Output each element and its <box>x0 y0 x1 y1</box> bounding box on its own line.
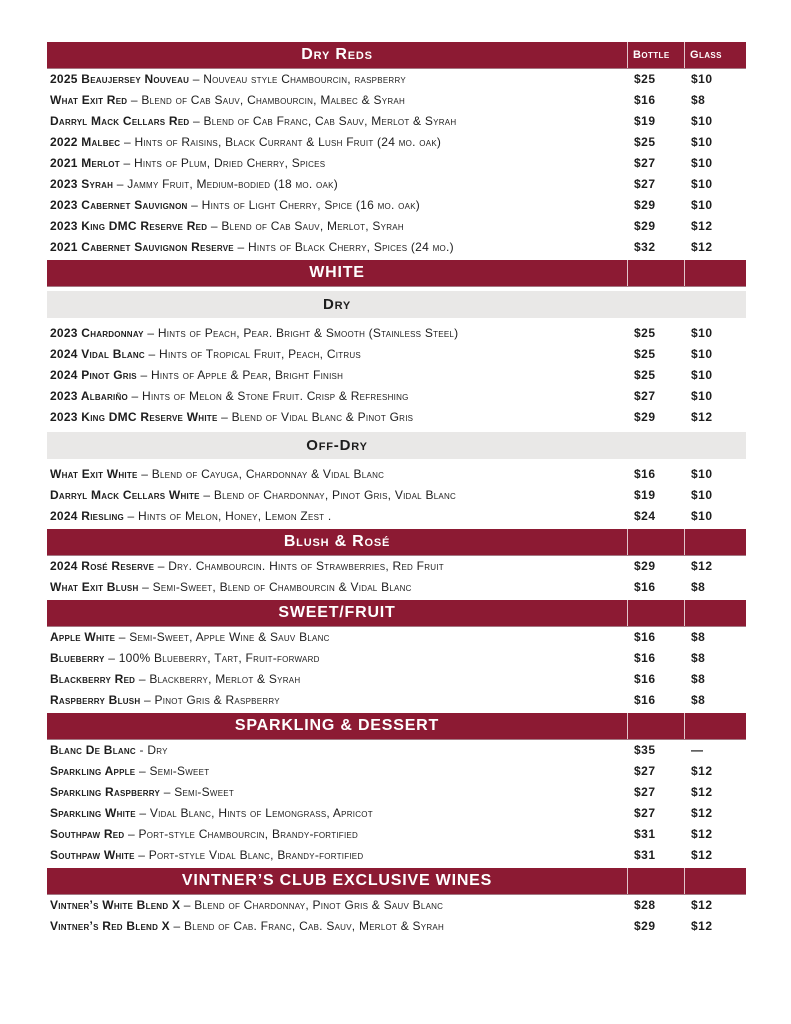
wine-row <box>47 555 746 576</box>
bottle-price: $27 <box>634 805 656 820</box>
bottle-price: $25 <box>634 71 656 86</box>
wine-name: 2024 Riesling <box>50 508 124 523</box>
section-title: Dry Reds <box>301 46 373 63</box>
wine-name: 2025 Beaujersey Nouveau <box>50 71 190 86</box>
wine-name-cell <box>47 848 627 862</box>
bottle-price: $16 <box>634 671 656 686</box>
wine-description: – Blend of Vidal Blanc & Pinot Gris <box>221 409 414 424</box>
wine-name-cell <box>47 630 627 644</box>
glass-price: $8 <box>691 92 706 107</box>
wine-row <box>47 173 746 194</box>
wine-description: – Vidal Blanc, Hints of Lemongrass, Apricot <box>139 805 373 820</box>
wine-name-cell <box>47 898 627 912</box>
wine-name-cell <box>47 919 627 933</box>
section-band <box>47 868 746 894</box>
wine-name-cell <box>47 93 627 107</box>
wine-name: Blackberry Red <box>50 671 136 686</box>
wine-row <box>47 844 746 865</box>
wine-name-cell <box>47 135 627 149</box>
column-header-bottle <box>627 529 684 555</box>
wine-name: Vintner’s White Blend X <box>50 897 181 912</box>
wine-name: 2023 Chardonnay <box>50 325 144 340</box>
bottle-price: $31 <box>634 826 656 841</box>
wine-name-cell <box>47 580 627 594</box>
glass-price: $8 <box>691 671 706 686</box>
glass-price: $8 <box>691 692 706 707</box>
bottle-price: $29 <box>634 409 656 424</box>
bottle-price: $27 <box>634 176 656 191</box>
wine-description: – Blend of Cab. Franc, Cab. Sauv, Merlot & Syrah <box>173 918 445 933</box>
glass-price: $10 <box>691 155 713 170</box>
glass-price: $8 <box>691 650 706 665</box>
column-header-glass <box>684 600 746 626</box>
wine-name-cell <box>47 672 627 686</box>
bottle-price: $25 <box>634 325 656 340</box>
bottle-price: $27 <box>634 388 656 403</box>
bottle-price: $25 <box>634 134 656 149</box>
wine-name: 2022 Malbec <box>50 134 121 149</box>
bottle-price: $29 <box>634 218 656 233</box>
wine-name: 2021 Cabernet Sauvignon Reserve <box>50 239 234 254</box>
wine-name: Apple White <box>50 629 116 644</box>
wine-row <box>47 894 746 915</box>
column-header-bottle <box>627 713 684 739</box>
wine-description: – Blend of Chardonnay, Pinot Gris & Sauv Blanc <box>183 897 444 912</box>
wine-row <box>47 505 746 526</box>
glass-price: $12 <box>691 558 713 573</box>
glass-price: $8 <box>691 579 706 594</box>
bottle-price: $16 <box>634 579 656 594</box>
wine-description: – Hints of Black Cherry, Spices (24 mo.) <box>237 239 454 254</box>
subsection-title: Dry <box>322 296 352 313</box>
wine-description: – Nouveau style Chambourcin, raspberry <box>192 71 406 86</box>
bottle-price: $16 <box>634 92 656 107</box>
wine-description: – Dry. Chambourcin. Hints of Strawberries, Red Fruit <box>157 558 444 573</box>
glass-price: $10 <box>691 487 713 502</box>
wine-name: Sparkling Apple <box>50 763 136 778</box>
bottle-price: $27 <box>634 763 656 778</box>
section-band <box>47 600 746 626</box>
wine-row <box>47 152 746 173</box>
glass-price: $12 <box>691 218 713 233</box>
section-band <box>47 713 746 739</box>
bottle-price: $16 <box>634 466 656 481</box>
bottle-price: $24 <box>634 508 656 523</box>
wine-name: What Exit Red <box>50 92 128 107</box>
wine-description: – Jammy Fruit, Medium-bodied (18 mo. oak) <box>116 176 338 191</box>
wine-name-cell <box>47 326 627 340</box>
wine-name: Sparkling Raspberry <box>50 784 161 799</box>
glass-price: $12 <box>691 847 713 862</box>
bottle-price: $16 <box>634 629 656 644</box>
section-title: SWEET/FRUIT <box>278 604 396 621</box>
wine-name-cell <box>47 785 627 799</box>
wine-description: – Hints of Apple & Pear, Bright Finish <box>140 367 344 382</box>
wine-name: 2021 Merlot <box>50 155 120 170</box>
wine-name: Darryl Mack Cellars White <box>50 487 200 502</box>
wine-description: – Semi-Sweet <box>138 763 210 778</box>
glass-price: $12 <box>691 409 713 424</box>
wine-row <box>47 406 746 427</box>
wine-row <box>47 915 746 936</box>
wine-name: Southpaw Red <box>50 826 125 841</box>
column-header-bottle: Bottle <box>627 42 684 68</box>
glass-price: $8 <box>691 629 706 644</box>
glass-price: $10 <box>691 388 713 403</box>
wine-name-cell <box>47 368 627 382</box>
glass-price: $10 <box>691 367 713 382</box>
wine-row <box>47 576 746 597</box>
wine-name-cell <box>47 240 627 254</box>
wine-name-cell <box>47 114 627 128</box>
wine-name-cell <box>47 156 627 170</box>
wine-name: 2023 Albariño <box>50 388 128 403</box>
wine-description: – Blend of Cayuga, Chardonnay & Vidal Blanc <box>141 466 385 481</box>
glass-price: $12 <box>691 826 713 841</box>
wine-row <box>47 89 746 110</box>
bottle-price: $32 <box>634 239 656 254</box>
glass-price: — <box>691 742 704 757</box>
glass-price: $10 <box>691 71 713 86</box>
subsection-band <box>47 432 746 459</box>
wine-row <box>47 823 746 844</box>
wine-name: 2024 Vidal Blanc <box>50 346 145 361</box>
wine-name-cell <box>47 347 627 361</box>
wine-name-cell <box>47 389 627 403</box>
wine-row <box>47 647 746 668</box>
wine-row <box>47 110 746 131</box>
wine-row <box>47 131 746 152</box>
wine-name: 2023 King DMC Reserve Red <box>50 218 208 233</box>
wine-name: What Exit Blush <box>50 579 139 594</box>
bottle-price: $28 <box>634 897 656 912</box>
wine-name: Southpaw White <box>50 847 135 862</box>
wine-name: Darryl Mack Cellars Red <box>50 113 190 128</box>
wine-name-cell <box>47 743 627 757</box>
glass-price: $10 <box>691 466 713 481</box>
wine-row <box>47 760 746 781</box>
section-band <box>47 42 746 68</box>
glass-price: $10 <box>691 176 713 191</box>
glass-price: $10 <box>691 325 713 340</box>
glass-price: $12 <box>691 918 713 933</box>
wine-description: – Hints of Melon & Stone Fruit. Crisp & Refreshing <box>131 388 409 403</box>
glass-price: $12 <box>691 897 713 912</box>
wine-row <box>47 781 746 802</box>
wine-row <box>47 364 746 385</box>
wine-row <box>47 385 746 406</box>
glass-price: $10 <box>691 134 713 149</box>
bottle-price: $19 <box>634 113 656 128</box>
wine-name: 2024 Pinot Gris <box>50 367 137 382</box>
wine-description: – Hints of Tropical Fruit, Peach, Citrus <box>148 346 361 361</box>
wine-name-cell <box>47 651 627 665</box>
glass-price: $10 <box>691 113 713 128</box>
wine-description: - Dry <box>139 742 168 757</box>
wine-name-cell <box>47 410 627 424</box>
wine-name-cell <box>47 219 627 233</box>
wine-description: – Port-style Chambourcin, Brandy-fortified <box>128 826 359 841</box>
column-header-glass <box>684 529 746 555</box>
bottle-price: $25 <box>634 367 656 382</box>
column-header-bottle <box>627 600 684 626</box>
wine-row <box>47 322 746 343</box>
wine-name-cell <box>47 509 627 523</box>
section-title: SPARKLING & DESSERT <box>234 717 440 734</box>
glass-price: $12 <box>691 763 713 778</box>
wine-description: – Blend of Cab Franc, Cab Sauv, Merlot & Syrah <box>193 113 457 128</box>
wine-name-cell <box>47 177 627 191</box>
wine-row <box>47 739 746 760</box>
wine-name-cell <box>47 693 627 707</box>
wine-row <box>47 463 746 484</box>
bottle-price: $31 <box>634 847 656 862</box>
wine-description: – Hints of Peach, Pear. Bright & Smooth (Stainless Steel) <box>147 325 459 340</box>
column-header-bottle <box>627 260 684 286</box>
wine-menu <box>47 42 746 936</box>
subsection-band <box>47 291 746 318</box>
glass-price: $10 <box>691 197 713 212</box>
bottle-price: $27 <box>634 784 656 799</box>
wine-description: – Hints of Light Cherry, Spice (16 mo. oak) <box>191 197 421 212</box>
glass-price: $12 <box>691 784 713 799</box>
section-band <box>47 529 746 555</box>
bottle-price: $16 <box>634 692 656 707</box>
wine-name: What Exit White <box>50 466 138 481</box>
wine-description: – Pinot Gris & Raspberry <box>143 692 280 707</box>
wine-name: 2023 King DMC Reserve White <box>50 409 218 424</box>
wine-name-cell <box>47 806 627 820</box>
bottle-price: $19 <box>634 487 656 502</box>
column-header-glass <box>684 868 746 894</box>
wine-name: Sparkling White <box>50 805 136 820</box>
wine-description: – Hints of Raisins, Black Currant & Lush Fruit (24 mo. oak) <box>123 134 442 149</box>
column-header-bottle <box>627 868 684 894</box>
wine-name-cell <box>47 198 627 212</box>
wine-description: – Blend of Cab Sauv, Merlot, Syrah <box>210 218 404 233</box>
wine-name-cell <box>47 827 627 841</box>
bottle-price: $25 <box>634 346 656 361</box>
wine-name: Blanc De Blanc <box>50 742 136 757</box>
wine-name: 2024 Rosé Reserve <box>50 558 155 573</box>
glass-price: $10 <box>691 346 713 361</box>
glass-price: $10 <box>691 508 713 523</box>
bottle-price: $29 <box>634 558 656 573</box>
wine-row <box>47 668 746 689</box>
section-band <box>47 260 746 286</box>
column-header-glass <box>684 713 746 739</box>
bottle-price: $16 <box>634 650 656 665</box>
wine-name-cell <box>47 559 627 573</box>
column-header-glass <box>684 260 746 286</box>
wine-name-cell <box>47 488 627 502</box>
bottle-price: $35 <box>634 742 656 757</box>
wine-description: – Semi-Sweet, Apple Wine & Sauv Blanc <box>118 629 330 644</box>
section-title: WHITE <box>309 264 365 281</box>
section-title: Blush & Rosé <box>283 533 391 550</box>
section-title: VINTNER’S CLUB EXCLUSIVE WINES <box>181 872 493 889</box>
wine-name: Vintner’s Red Blend X <box>50 918 170 933</box>
wine-row <box>47 802 746 823</box>
wine-name-cell <box>47 72 627 86</box>
wine-description: – Blend of Chardonnay, Pinot Gris, Vidal Blanc <box>203 487 457 502</box>
wine-name: 2023 Cabernet Sauvignon <box>50 197 188 212</box>
glass-price: $12 <box>691 239 713 254</box>
wine-name: Blueberry <box>50 650 105 665</box>
wine-description: – Semi-Sweet <box>163 784 235 799</box>
wine-row <box>47 689 746 710</box>
wine-row <box>47 194 746 215</box>
wine-description: – Hints of Melon, Honey, Lemon Zest . <box>127 508 332 523</box>
bottle-price: $27 <box>634 155 656 170</box>
wine-description: – Blackberry, Merlot & Syrah <box>138 671 301 686</box>
wine-row <box>47 484 746 505</box>
wine-row <box>47 68 746 89</box>
wine-description: – Hints of Plum, Dried Cherry, Spices <box>123 155 326 170</box>
wine-description: – Port-style Vidal Blanc, Brandy-fortified <box>138 847 364 862</box>
wine-description: – Blend of Cab Sauv, Chambourcin, Malbec & Syrah <box>130 92 405 107</box>
wine-name-cell <box>47 764 627 778</box>
bottle-price: $29 <box>634 197 656 212</box>
wine-row <box>47 236 746 257</box>
column-header-glass: Glass <box>684 42 746 68</box>
subsection-title: Off-Dry <box>306 437 368 454</box>
wine-row <box>47 343 746 364</box>
wine-name: Raspberry Blush <box>50 692 141 707</box>
wine-row <box>47 626 746 647</box>
wine-description: – 100% Blueberry, Tart, Fruit-forward <box>108 650 320 665</box>
wine-row <box>47 215 746 236</box>
wine-name: 2023 Syrah <box>50 176 114 191</box>
wine-description: – Semi-Sweet, Blend of Chambourcin & Vidal Blanc <box>142 579 412 594</box>
glass-price: $12 <box>691 805 713 820</box>
wine-name-cell <box>47 467 627 481</box>
bottle-price: $29 <box>634 918 656 933</box>
